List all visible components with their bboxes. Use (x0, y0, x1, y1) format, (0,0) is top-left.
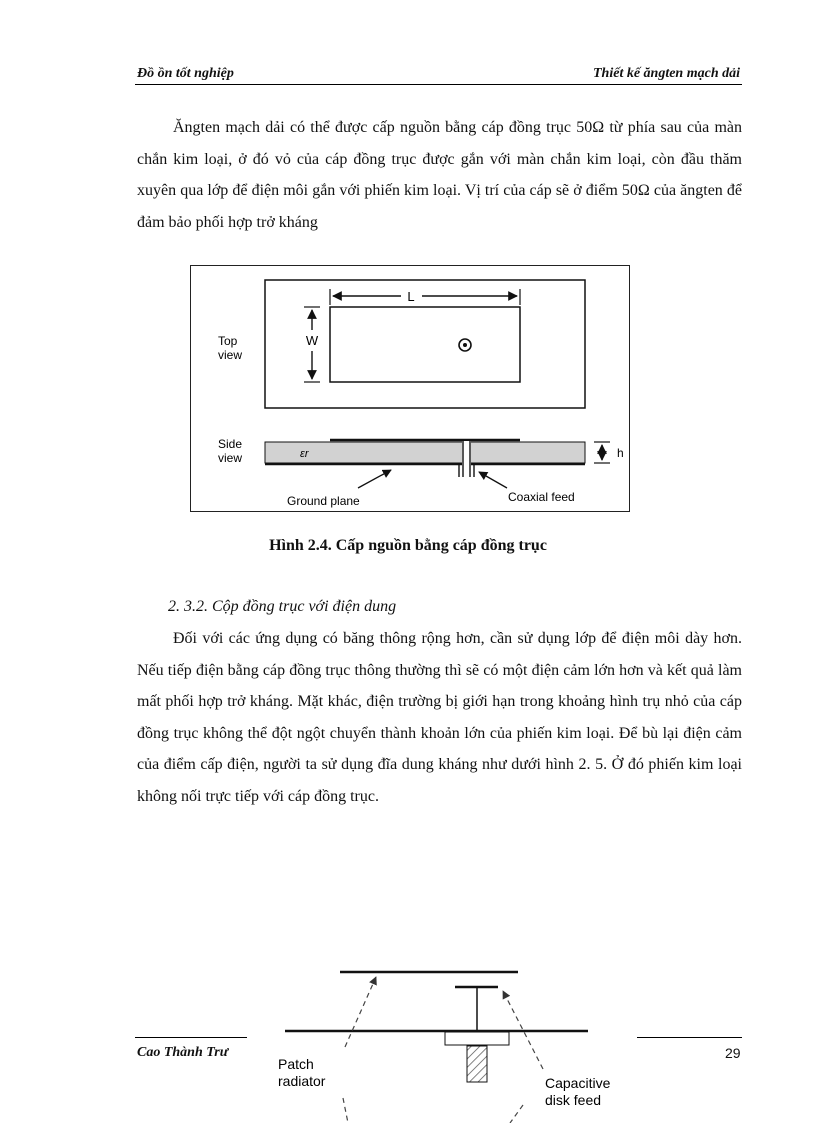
page-number: 29 (725, 1045, 741, 1061)
section-heading: 2. 3.2. Cộp đồng trục với điện dung (168, 598, 397, 615)
paragraph-2 (137, 623, 742, 812)
patch-label-1: Patch (278, 1056, 314, 1072)
figure-coaxial-feed (190, 265, 630, 512)
patch-radiator-pointer (345, 977, 376, 1047)
header-left: Đồ ồn tốt nghiệp (137, 66, 234, 81)
paragraph-1 (137, 112, 742, 238)
side-view-label-2: view (218, 451, 243, 465)
top-view-label-2: view (218, 348, 243, 362)
capacitive-label-2: disk feed (545, 1092, 602, 1108)
substrate-side-view (265, 442, 585, 463)
top-view-label-1: Top (218, 334, 238, 348)
side-view-label-1: Side (218, 437, 243, 451)
width-label: W (305, 333, 319, 348)
paragraph-1-text: Ăngten mạch dải có thể được cấp nguồn bằng cáp đồng trục 50Ω từ phía sau của màn chắn kim loại, ở đó vỏ của cáp đồng trục được gắn với màn chắn kim loại, còn đầu thăm xuyên qua lớp để điện môi gắn với phiến kim loại. Vị trí của cáp sẽ ở điểm 50Ω của ăngten để đảm bảo phối hợp trở kháng (137, 119, 742, 231)
ground-plane-label: Ground plane (287, 494, 360, 508)
header-right: Thiết kế ăngten mạch dải (593, 66, 740, 81)
length-label: L (407, 289, 415, 304)
coaxial-feed-label: Coaxial feed (508, 490, 575, 504)
footer-author: Cao Thành Trư (137, 1045, 229, 1060)
capacitive-label-1: Capacitive (545, 1075, 611, 1091)
footer-rule-left (135, 1037, 247, 1038)
height-label: h (617, 446, 624, 460)
paragraph-2-text: Đối với các ứng dụng có băng thông rộng hơn, cần sử dụng lớp để điện môi dày hơn. Nếu tiếp điện bằng cáp đồng trục thông thường thì sẽ có một điện cảm lớn hơn và kết quả làm mất phối hợp trở kháng. Mặt khác, điện trường bị giới hạn trong khoảng hình trụ nhỏ của cáp đồng trục không thể đột ngột chuyển thành khoản lớn của phiến kim loại. Để bù lại điện cảm của điểm cấp điện, người ta sử dụng đĩa dung kháng như dưới hình 2. 5. Ở đó phiến kim loại không nối trực tiếp với cáp đồng trục. (137, 630, 742, 805)
figure-capacitive-feed (248, 955, 648, 1123)
coax-connector (467, 1046, 487, 1082)
epsilon-label: εr (300, 448, 309, 460)
connector-flange (445, 1032, 509, 1045)
patch-label-2: radiator (278, 1073, 326, 1089)
figure-caption: Hình 2.4. Cấp nguồn bằng cáp đồng trục (269, 537, 547, 554)
header-rule (135, 84, 742, 85)
footer-rule-right (637, 1037, 742, 1038)
